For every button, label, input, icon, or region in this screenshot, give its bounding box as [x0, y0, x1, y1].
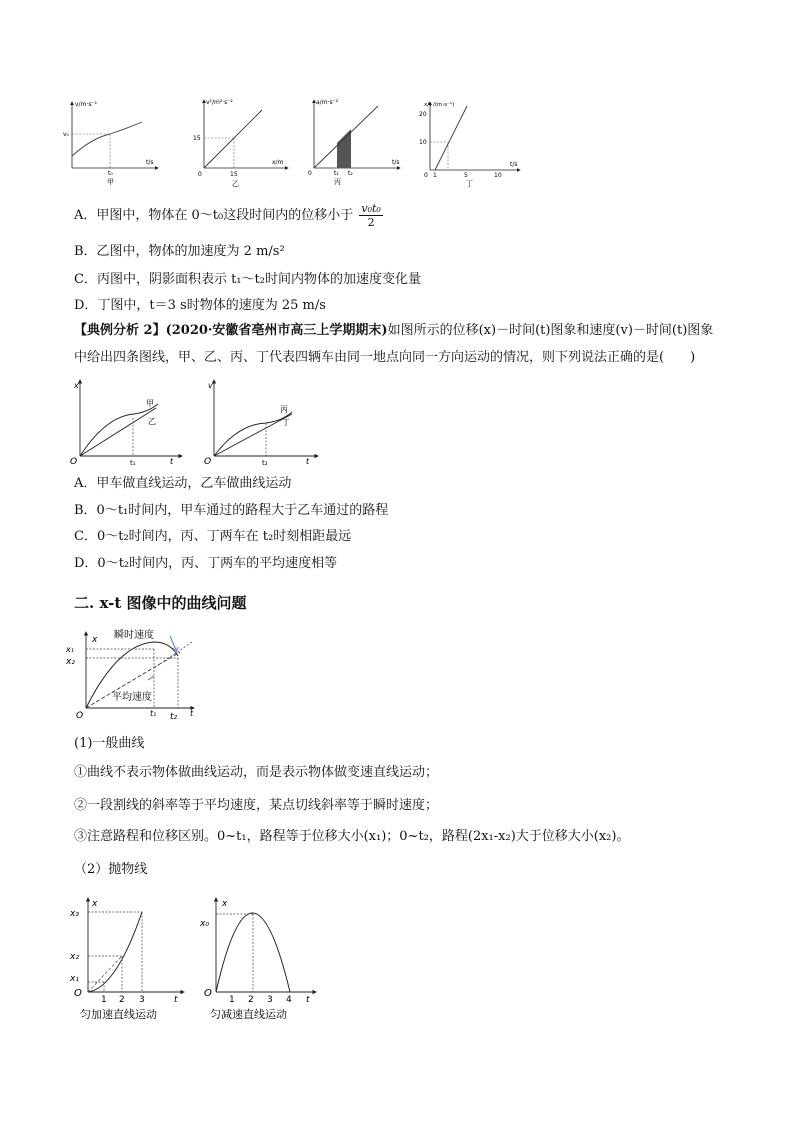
ding-x-tick3: 10 — [494, 172, 502, 179]
q2-option-d: D．0～t₂时间内，丙、丁两车的平均速度相等 — [74, 556, 338, 571]
curve-ylabel: x — [92, 635, 98, 645]
jia-xlabel: t/s — [146, 159, 154, 166]
dec-y0: x₀ — [200, 919, 209, 929]
q1-option-a-fraction — [359, 202, 382, 229]
acc-ylabel: x — [92, 899, 98, 909]
q1-option-a-frac-num: v₀t₀ — [361, 202, 381, 215]
acc-origin: O — [74, 988, 82, 999]
acc-caption: 匀加速直线运动 — [80, 1008, 157, 1021]
curve-t1: t₁ — [150, 709, 157, 718]
curve-t2: t₂ — [170, 712, 178, 720]
figure-vt-bing-ding — [202, 376, 322, 468]
vt-ylabel: v — [208, 381, 213, 390]
dec-caption: 匀减速直线运动 — [210, 1008, 287, 1021]
ding-x-tick1: 1 — [433, 172, 437, 179]
vt-curve2: 丁 — [282, 418, 290, 427]
example2-text1: 如图所示的位移(x)－时间(t)图象和速度(v)－时间(t)图象 — [387, 323, 714, 338]
bing-caption: 丙 — [334, 178, 341, 186]
figure-yi — [192, 96, 292, 190]
dec-origin: O — [204, 988, 212, 999]
q1-option-a — [74, 202, 383, 229]
xt-xlabel: t — [170, 457, 174, 466]
yi-y-tick: 15 — [193, 135, 201, 142]
xt-x-tick: t₁ — [130, 459, 136, 467]
q1-option-c: C．丙图中，阴影面积表示 t₁～t₂时间内物体的加速度变化量 — [74, 272, 421, 287]
q2-option-b: B．0～t₁时间内，甲车通过的路程大于乙车通过的路程 — [74, 503, 389, 518]
vt-origin: O — [204, 457, 212, 467]
ding-caption: 丁 — [466, 180, 473, 188]
yi-ylabel: v²/m²·s⁻² — [206, 99, 233, 106]
q2-option-c: C．0～t₂时间内，丙、丁两车在 t₂时刻相距最远 — [74, 529, 352, 544]
dec-t2: 2 — [248, 995, 254, 1005]
ding-y-tick2: 10 — [419, 139, 427, 146]
acc-t2: 2 — [119, 995, 125, 1005]
general-curve-p2: ②一段割线的斜率等于平均速度，某点切线斜率等于瞬时速度； — [74, 798, 439, 813]
ding-ylabel: x/t /(m·s⁻¹) — [424, 102, 455, 108]
bing-x-tick1: t₁ — [334, 170, 339, 177]
xt-ylabel: x — [74, 381, 79, 390]
dec-ylabel: x — [222, 899, 228, 909]
bing-xlabel: t/s — [392, 159, 400, 166]
vt-curve1: 丙 — [280, 405, 288, 414]
section2-title: 二. x-t 图像中的曲线问题 — [74, 594, 247, 612]
figure-ding — [418, 98, 524, 190]
vt-x-tick: t₂ — [262, 459, 268, 467]
curve-y2: x₂ — [66, 657, 75, 667]
vt-xlabel: t — [306, 457, 310, 466]
bing-x-tick2: t₂ — [348, 170, 353, 177]
xt-origin: O — [70, 457, 78, 467]
ding-y-tick1: 20 — [419, 111, 427, 118]
ding-xlabel: t/s — [510, 161, 518, 168]
yi-x-tick: 15 — [230, 171, 238, 178]
acc-xlabel: t — [174, 995, 178, 1005]
jia-x-tick: t₀ — [108, 170, 113, 177]
figure-parabola-acc — [66, 892, 188, 1024]
ding-x-tick2: 5 — [464, 172, 468, 179]
dec-t1: 1 — [229, 995, 235, 1005]
jia-y-tick: v₀ — [63, 131, 69, 138]
example2-label: 【典例分析 2】(2020·安徽省亳州市高三上学期期末) — [74, 323, 388, 338]
curve-avg-label: 平均速度 — [112, 692, 152, 703]
ding-origin: 0 — [424, 172, 428, 179]
figure-xt-jia-yi — [66, 376, 186, 468]
acc-y2: x₂ — [70, 952, 79, 962]
curve-origin: O — [76, 711, 84, 720]
curve-y1: x₁ — [66, 645, 74, 654]
acc-t3: 3 — [139, 995, 145, 1005]
q1-option-b: B．乙图中，物体的加速度为 2 m/s² — [74, 244, 285, 259]
dec-t4: 4 — [286, 995, 292, 1005]
acc-t1: 1 — [101, 995, 107, 1005]
xt-curve2: 乙 — [148, 417, 156, 426]
curve-instant-label: 瞬时速度 — [114, 630, 154, 641]
dec-t3: 3 — [267, 995, 273, 1005]
yi-caption: 乙 — [232, 180, 239, 188]
jia-ylabel: v/m·s⁻¹ — [75, 101, 98, 108]
figure-xt-curve — [62, 624, 202, 720]
q2-option-a: A．甲车做直线运动，乙车做曲线运动 — [74, 476, 292, 491]
bing-origin: 0 — [308, 170, 312, 177]
jia-caption: 甲 — [107, 178, 114, 186]
q1-option-a-frac-den: 2 — [367, 216, 375, 229]
example2-line1 — [74, 322, 713, 340]
acc-y3: x₃ — [70, 909, 79, 919]
q1-option-a-text: A．甲图中，物体在 0～t₀这段时间内的位移小于 — [74, 208, 354, 223]
figure-bing — [304, 96, 404, 190]
figure-parabola-dec — [196, 892, 326, 1024]
dec-xlabel: t — [306, 995, 310, 1005]
xt-curve1: 甲 — [146, 399, 154, 408]
general-curve-p3: ③注意路程和位移区别。0~t₁，路程等于位移大小(x₁)；0~t₂，路程(2x₁-x₂)大于位移大小(x₂)。 — [74, 829, 630, 844]
general-curve-p1: ①曲线不表示物体做曲线运动，而是表示物体做变速直线运动； — [74, 765, 439, 780]
figure-jia — [62, 98, 162, 190]
yi-origin: 0 — [198, 171, 202, 178]
acc-y1: x₁ — [70, 974, 79, 984]
q1-option-d: D．丁图中，t＝3 s时物体的速度为 25 m/s — [74, 298, 326, 313]
general-curve-heading: (1)一般曲线 — [74, 736, 145, 751]
example2-line2: 中给出四条图线，甲、乙、丙、丁代表四辆车由同一地点向同一方向运动的情况，则下列说法正确的是( ) — [74, 350, 696, 365]
parabola-heading: （2）抛物线 — [74, 862, 148, 877]
bing-ylabel: a/m·s⁻² — [316, 99, 339, 106]
curve-xlabel: t — [190, 709, 194, 718]
yi-xlabel: x/m — [272, 159, 284, 166]
